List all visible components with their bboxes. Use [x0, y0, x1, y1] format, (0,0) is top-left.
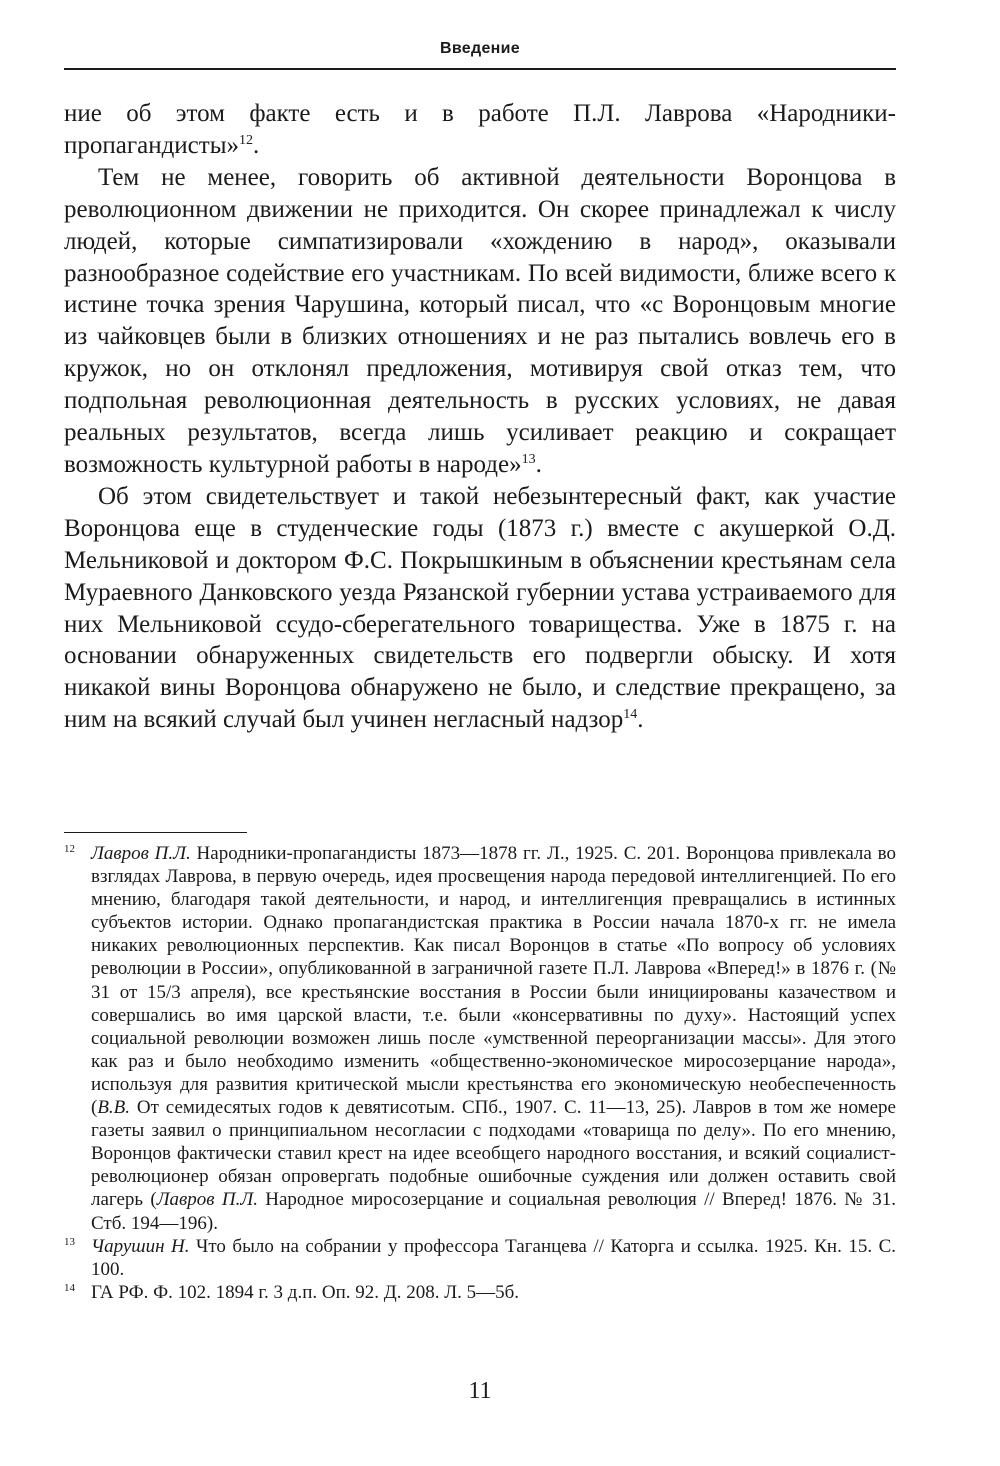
- footnote-separator: [64, 832, 247, 833]
- footnote-number: 13: [64, 1235, 75, 1248]
- main-text: [64, 98, 896, 736]
- footnote-text: Народники-пропагандисты 1873—1878 гг. Л., 1925. С. 201. Воронцова привлекала во взглядах Лаврова, в первую очередь, идея просвещения народа передовой интеллигенцией. По его мнению, благодаря такой деятельности, и народ, и интеллигенция превращались в истинных субъектов истории. Однако пропагандистская практика в России начала 1870-х гг. не имела никаких революционных перспектив. Как писал Воронцов в статье «По вопросу об условиях революции в России», опубликованной в заграничной газете П.Л. Лаврова «Вперед!» в 1876 г. (№ 31 от 15/3 апреля), все крестьянские восстания в России были инициированы казачеством и совершались во имя царской власти, т.е. были «консервативны по духу». Настоящий успех социальной революции возможен лишь после «умственной переорганизации массы». Для этого как раз и было необходимо изменить «общественно-экономическое миросозерцание народа», используя для развития критической мысли крестьянства его экономическую необеспеченность (: [91, 843, 896, 1119]
- footnote-author: Лавров П.Л.: [156, 1189, 258, 1211]
- footnote-author: Лавров П.Л.: [91, 843, 191, 864]
- footnote-text: ГА РФ. Ф. 102. 1894 г. 3 д.п. Оп. 92. Д. 208. Л. 5—5б.: [91, 1281, 520, 1303]
- footnote-author: В.В.: [97, 1097, 131, 1119]
- header-rule: [64, 68, 896, 70]
- page-number: 11: [468, 1378, 492, 1404]
- running-header: Введение: [440, 40, 520, 57]
- footnote-13: [64, 1235, 896, 1281]
- paragraph-3-text: Об этом свидетельствует и такой небезынтересный факт, как участие Воронцова еще в студенческие годы (1873 г.) вместе с акушеркой О.Д. Мельниковой и доктором Ф.С. Покрышкиным в объяснении крестьянам села Мураевного Данковского уезда Рязанской губернии устава устраиваемого для них Мельниковой ссудо-сберегательного товарищества. Уже в 1875 г. на основании обнаруженных свидетельств его подвергли обыску. И хотя никакой вины Воронцова обнаружено не было, и следствие прекращено, за ним на всякий случай был учинен негласный надзор: [64, 482, 896, 734]
- footnote-text: Что было на собрании у профессора Таганцева // Каторга и ссылка. 1925. Кн. 15. С. 100.: [91, 1235, 896, 1280]
- footnote-number: 14: [64, 1281, 75, 1294]
- footnote-text: Народное миросозерцание и социальная революция // Вперед! 1876. № 31. Стб. 194—196).: [91, 1189, 896, 1234]
- footnote-ref-12[interactable]: 12: [239, 132, 253, 148]
- footnote-14: [64, 1281, 896, 1304]
- footnote-12: [64, 842, 896, 1235]
- footnote-ref-14[interactable]: 14: [623, 707, 638, 723]
- paragraph-2: Тем не менее, говорить об активной деятельности Воронцова в революционном движении не приходится. Он скорее принадлежал к числу людей, которые симпатизировали «хождению в народ», оказывали разнообразное содействие его участникам. По всей видимости, ближе всего к истине точка зрения Чарушина, который писал, что «с Воронцовым многие из чайковцев были в близких отношениях и не раз пытались вовлечь его в кружок, но он отклонял предложения, мотивируя свой отказ тем, что подпольная революционная деятельность в русских условиях, не давая реальных результатов, всегда лишь усиливает реакцию и сокращает возможность культурной работы в народе»$^{13}$.: [64, 163, 896, 478]
- footnote-ref-13[interactable]: 13: [521, 451, 536, 467]
- footnote-number: 12: [64, 843, 75, 855]
- paragraph-2-text: Тем не менее, говорить об активной деятельности Воронцова в революционном движении не приходится. Он скорее принадлежал к числу людей, которые симпатизировали «хождению в народ», оказывали разнообразное содействие его участникам. По всей видимости, ближе всего к истине точка зрения Чарушина, который писал, что «с Воронцовым многие из чайковцев были в близких отношениях и не раз пытались вовлечь его в кружок, но он отклонял предложения, мотивируя свой отказ тем, что подпольная революционная деятельность в русских условиях, не давая реальных результатов, всегда лишь усиливает реакцию и сокращает возможность культурной работы в народе»: [64, 163, 896, 478]
- paragraph-3: Об этом свидетельствует и такой небезынтересный факт, как участие Воронцова еще в студенческие годы (1873 г.) вместе с акушеркой О.Д. Мельниковой и доктором Ф.С. Покрышкиным в объяснении крестьянам села Мураевного Данковского уезда Рязанской губернии устава устраиваемого для них Мельниковой ссудо-сберегательного товарищества. Уже в 1875 г. на основании обнаруженных свидетельств его подвергли обыску. И хотя никакой вины Воронцова обнаружено не было, и следствие прекращено, за ним на всякий случай был учинен негласный надзор$^{14}$.: [64, 482, 896, 734]
- footnote-text: От семидесятых годов к девятисотым. СПб., 1907. С. 11—13, 25). Лавров в том же номере газеты заявил о принципиальном несогласии с подходами «товарища по делу». По его мнению, Воронцов фактически ставил крест на идее всеобщего народного восстания, и всякий социалист-революционер обязан опровергать подобные ошибочные суждения или должен оставить свой лагерь (: [91, 1097, 896, 1211]
- paragraph-1: ние об этом факте есть и в работе П.Л. Лаврова «Народники-пропагандисты»$^{12}$.: [64, 100, 896, 159]
- footnotes: [64, 842, 896, 1304]
- paragraph-1-text: ние об этом факте есть и в работе П.Л. Лаврова «Народники-пропагандисты»: [64, 100, 896, 159]
- footnote-author: Чарушин Н.: [91, 1235, 190, 1257]
